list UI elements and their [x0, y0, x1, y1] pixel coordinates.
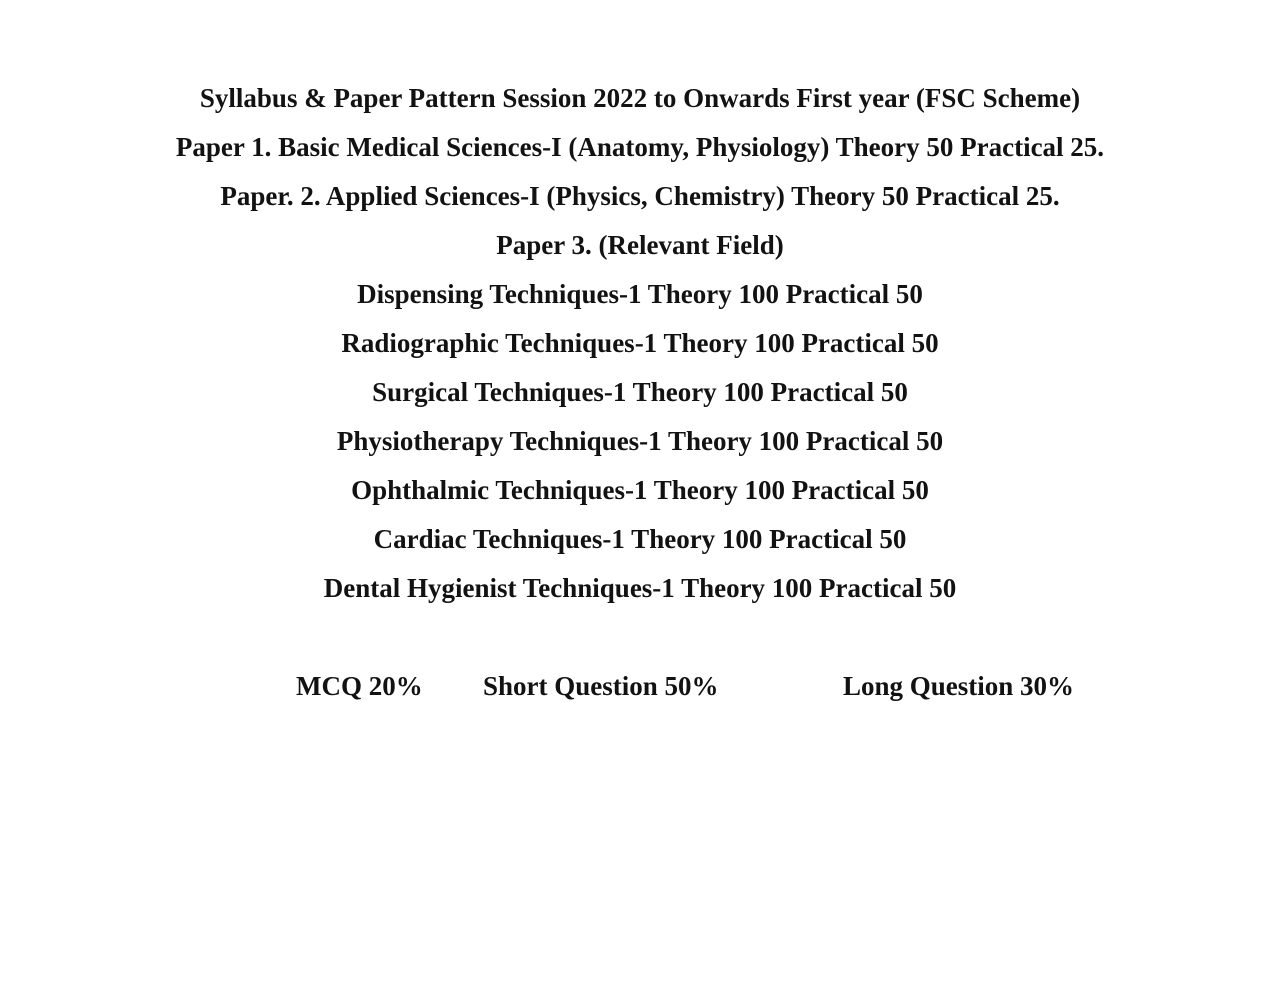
technique-line-surgical: Surgical Techniques-1 Theory 100 Practical 50	[372, 377, 908, 407]
technique-line-cardiac: Cardiac Techniques-1 Theory 100 Practical 50	[373, 524, 907, 554]
paper-1-line: Paper 1. Basic Medical Sciences-I (Anatomy, Physiology) Theory 50 Practical 25.	[175, 132, 1105, 162]
document-title: Syllabus & Paper Pattern Session 2022 to Onwards First year (FSC Scheme)	[199, 83, 1081, 113]
long-question-percentage: Long Question 30%	[843, 671, 1075, 701]
question-pattern-row	[0, 662, 1280, 711]
paper-2-line: Paper. 2. Applied Sciences-I (Physics, Chemistry) Theory 50 Practical 25.	[220, 181, 1060, 211]
technique-line-physiotherapy: Physiotherapy Techniques-1 Theory 100 Practical 50	[336, 426, 944, 456]
technique-line-dental-hygienist: Dental Hygienist Techniques-1 Theory 100 Practical 50	[323, 573, 957, 603]
mcq-percentage: MCQ 20%	[296, 671, 423, 701]
short-question-percentage: Short Question 50%	[483, 671, 719, 701]
paper-3-line: Paper 3. (Relevant Field)	[496, 230, 784, 260]
technique-line-radiographic: Radiographic Techniques-1 Theory 100 Practical 50	[341, 328, 939, 358]
technique-line-ophthalmic: Ophthalmic Techniques-1 Theory 100 Practical 50	[351, 475, 929, 505]
blank-line	[0, 613, 1280, 662]
technique-line-dispensing: Dispensing Techniques-1 Theory 100 Practical 50	[357, 279, 923, 309]
